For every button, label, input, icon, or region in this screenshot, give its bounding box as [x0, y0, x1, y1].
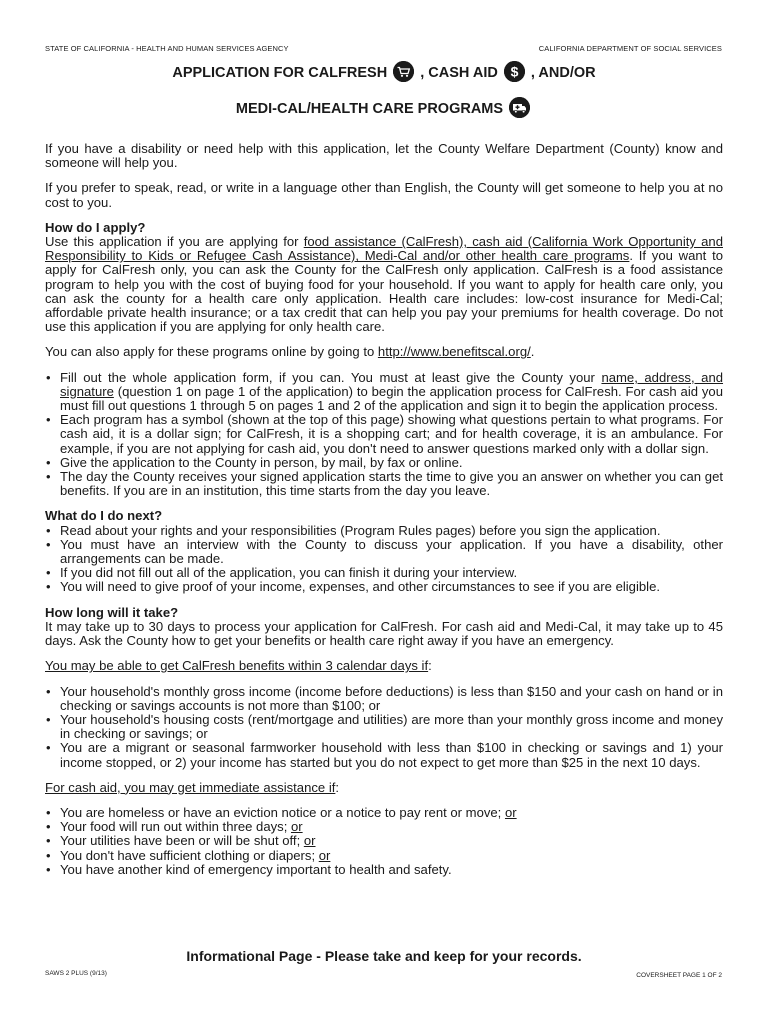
list-item	[45, 834, 723, 848]
how-apply-text-a: Use this application if you are applying for	[45, 234, 304, 250]
title-calfresh: APPLICATION FOR CALFRESH	[172, 65, 388, 81]
calfresh-3day-intro	[45, 659, 723, 673]
list-item: • Your household's housing costs (rent/mortgage and utilities) are more than your monthly gross income and money in checking or savings; or	[45, 713, 723, 741]
main-content	[45, 142, 723, 888]
online-text: You can also apply for these programs online by going to	[45, 344, 378, 360]
svg-text:$: $	[510, 63, 519, 80]
calfresh-3day-bullets	[45, 685, 723, 770]
title-andor: , AND/OR	[530, 65, 596, 81]
how-apply-heading: How do I apply?	[45, 219, 146, 235]
calfresh-3day-colon: :	[428, 658, 432, 674]
list-item: • You will need to give proof of your income, expenses, and other circumstances to see if you are eligible.	[45, 580, 723, 594]
how-apply-paragraph	[45, 235, 723, 334]
list-item: • You have another kind of emergency important to health and safety.	[45, 863, 723, 877]
page-number: COVERSHEET PAGE 1 OF 2	[636, 972, 722, 979]
agency-right: CALIFORNIA DEPARTMENT OF SOCIAL SERVICES	[538, 44, 722, 53]
how-long-heading: How long will it take?	[45, 604, 179, 620]
list-item: • If you did not fill out all of the application, you can finish it during your interview.	[45, 566, 723, 580]
bullet-text-b: (question 1 on page 1 of the application) to begin the application process for CalFresh. For cash aid you must fill out questions 1 through 5 on pages 1 and 2 of the application and sign it to begin the application process.	[60, 383, 723, 414]
agency-left: STATE OF CALIFORNIA - HEALTH AND HUMAN SERVICES AGENCY	[45, 44, 289, 53]
online-paragraph	[45, 345, 723, 359]
next-bullets	[45, 524, 723, 595]
or-word: or	[290, 819, 303, 835]
how-apply-bullets	[45, 371, 723, 499]
how-long-paragraph: It may take up to 30 days to process your application for CalFresh. For cash aid and Medi-Cal, it may take up to 45 days. Ask the County how to get your benefits or health care right away if you have an emergency.	[45, 618, 723, 649]
language-paragraph: If you prefer to speak, read, or write in a language other than English, the County will get someone to help you at no cost to you.	[45, 180, 723, 210]
cash-aid-bullets	[45, 806, 723, 877]
list-item	[45, 849, 723, 863]
list-item: • Your household's monthly gross income (income before deductions) is less than $150 and your cash on hand or in checking or savings accounts is not more than $100; or	[45, 685, 723, 713]
shopping-cart-icon	[393, 61, 414, 82]
list-item: • You must have an interview with the County to discuss your application. If you have a disability, other arrangements can be made.	[45, 538, 723, 566]
or-word: or	[303, 833, 316, 849]
title-medical: MEDI-CAL/HEALTH CARE PROGRAMS	[235, 101, 504, 117]
dollar-sign-icon	[504, 61, 525, 82]
cash-aid-intro-text: For cash aid, you may get immediate assistance if	[45, 779, 336, 795]
list-item	[45, 806, 723, 820]
or-word: or	[318, 847, 331, 863]
ambulance-icon	[509, 97, 530, 118]
required-fields-underlined: name, address, and signature	[60, 369, 724, 399]
list-item: • Each program has a symbol (shown at the top of this page) showing what questions pertain to what programs. For cash aid, it is a dollar sign; for CalFresh, it is a shopping cart; and for health coverage, it is an ambulance. For example, if you are not applying for cash aid, you don't need to answer questions marked only with a dollar sign.	[45, 413, 723, 456]
list-item: • Read about your rights and your responsibilities (Program Rules pages) before you sign the application.	[45, 524, 723, 538]
title-line-2	[0, 97, 768, 121]
benefitscal-link[interactable]: http://www.benefitscal.org/	[377, 344, 531, 360]
title-line-1	[0, 61, 768, 85]
cash-aid-colon: :	[335, 779, 340, 795]
next-heading: What do I do next?	[45, 508, 163, 524]
bullet-text-a: Fill out the whole application form, if you can. You must at least give the County your	[60, 369, 602, 385]
title-cash-aid: , CASH AID	[420, 65, 498, 81]
list-item: • Give the application to the County in person, by mail, by fax or online.	[45, 456, 723, 470]
calfresh-3day-intro-text: You may be able to get CalFresh benefits within 3 calendar days if	[45, 658, 429, 674]
list-item	[45, 820, 723, 834]
cash-aid-item-text: You are homeless or have an eviction notice or a notice to pay rent or move;	[60, 804, 505, 820]
form-id: SAWS 2 PLUS (9/13)	[45, 970, 107, 977]
informational-note: Informational Page - Please take and keep for your records.	[186, 948, 582, 964]
programs-list-underlined: food assistance (CalFresh), cash aid (California Work Opportunity and Responsibility to Kids or Refugee Cash Assistance), Medi-Cal and/or other health care programs	[45, 234, 723, 264]
cash-aid-item-text: Your utilities have been or will be shut off;	[60, 833, 304, 849]
list-item	[45, 371, 723, 414]
list-item: • The day the County receives your signed application starts the time to give you an answer on whether you can get benefits. If you are in an institution, this time starts from the day you leave.	[45, 470, 723, 498]
or-word: or	[504, 804, 517, 820]
list-item: • You are a migrant or seasonal farmworker household with less than $100 in checking or savings and 1) your income stopped, or 2) your income has started but you do not expect to get more than $25 in the next 10 days.	[45, 741, 723, 769]
online-end: .	[530, 344, 535, 360]
cash-aid-item-text: You don't have sufficient clothing or diapers;	[60, 847, 319, 863]
cash-aid-item-text: Your food will run out within three days;	[60, 819, 291, 835]
disability-paragraph: If you have a disability or need help with this application, let the County Welfare Department (County) know and someone will help you.	[45, 141, 723, 171]
cash-aid-intro	[45, 781, 723, 795]
how-apply-text-b: . If you want to apply for CalFresh only, you can ask the County for the CalFresh only application. CalFresh is a food assistance program to help you with the cost of buying food for your household. If you want to apply for health care only, you can ask the county for a health care only application. Health care includes: low-cost insurance for Medi-Cal; affordable private health insurance; or a tax credit that can help you pay your premiums for health coverage. Do not use this application if you are applying for only health care.	[45, 248, 723, 335]
